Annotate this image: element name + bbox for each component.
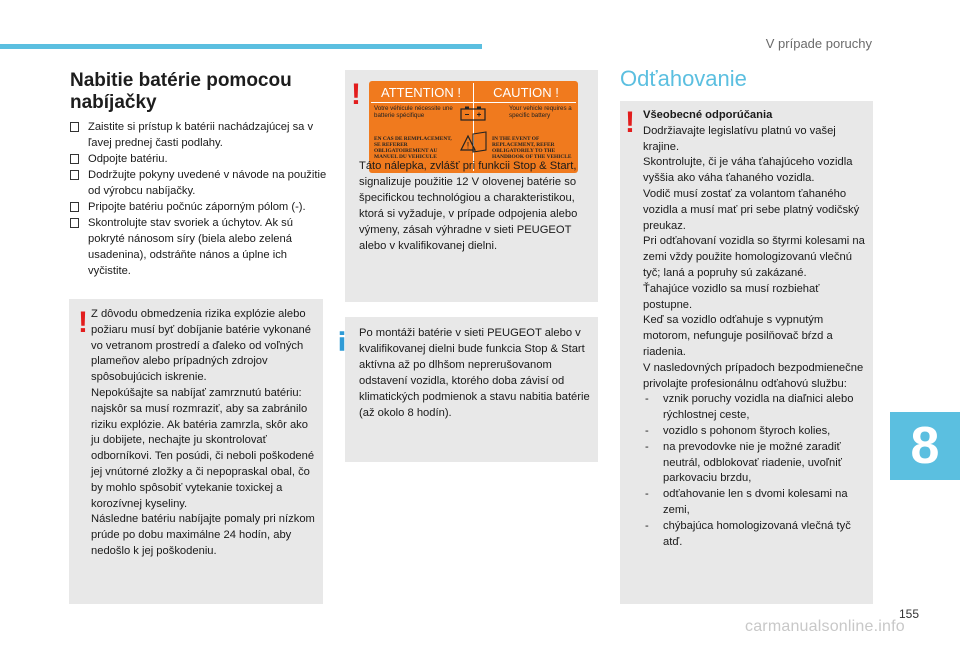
list-item: - na prevodovke nie je možné zaradiť neutrál, odblokovať riadenie, uvoľniť parkovaciu brzdu, xyxy=(645,440,842,485)
manual-warning-icon xyxy=(458,128,488,154)
list-item: Odpojte batériu. xyxy=(70,151,328,167)
sticker-fr-text: Votre véhicule nécessite une batterie spécifique xyxy=(374,105,453,119)
warning-icon: ! xyxy=(351,78,361,111)
svg-text:!: ! xyxy=(466,140,470,151)
charging-section-title: Nabitie batérie pomocou nabíjačky xyxy=(70,70,292,113)
battery-icon xyxy=(460,106,486,121)
towing-section-title: Odťahovanie xyxy=(620,66,747,91)
sticker-caution-label: CAUTION ! xyxy=(493,85,559,100)
section-title: V prípade poruchy xyxy=(765,36,872,51)
warning-text: Z dôvodu obmedzenia rizika explózie alebo požiaru musí byť dobíjanie batérie vykonané vo vetranom prostredí a ďaleko od voľných plameňov alebo prípadných zdrojov spôsobujúcich iskrenie. Nepokúšajte sa nabíjať zamrznutú batériu: najskôr sa musí rozmraziť, aby sa zabránilo riziku explózie. Ak batéria zamrzla, skôr ako ju dobijete, nechajte ju skontrolovať odborníkovi. Ten posúdi, či neboli poškodené jej vnútorné zložky a či nepopraskal obal, čo by mohlo spôsobiť vytekanie toxickej a korozívnej kyseliny. Následne batériu nabíjajte pomaly pri nízkom prúde po dobu maximálne 24 hodín, aby nedošlo k jej poškodeniu. xyxy=(91,308,315,557)
checkbox-icon xyxy=(70,202,79,212)
checkbox-icon xyxy=(70,218,79,228)
watermark: carmanualsonline.info xyxy=(745,618,905,635)
list-item: Zaistite si prístup k batérii nachádzajúcej sa v ľavej prednej časti podlahy. xyxy=(70,119,328,151)
checkbox-icon xyxy=(70,170,79,180)
battery-sticker-box xyxy=(345,70,598,302)
list-item: Skontrolujte stav svoriek a úchytov. Ak sú pokryté nánosom síry (biela alebo zelená usadenina), odstráňte nános a úplne ich vyčistite. xyxy=(70,215,328,279)
checkbox-icon xyxy=(70,122,79,132)
chapter-tab: 8 xyxy=(890,412,960,480)
sticker-attention-label: ATTENTION ! xyxy=(381,85,461,100)
sticker-en-text: Your vehicle requires a specific battery xyxy=(509,105,572,119)
sticker-en-warning: IN THE EVENT OF REPLACEMENT, REFER OBLIGATORILY TO THE HANDBOOK OF THE VEHICLE xyxy=(492,136,572,160)
sticker-description: Táto nálepka, zvlášť pri funkcii Stop & Start, signalizuje použitie 12 V olovenej batérie so špecifickou technológiou a charakteristikou, ktorá si vyžaduje, v prípade odpojenia alebo výmeny, zásah výhradne v sieti PEUGEOT alebo v kvalifikovanej dielni. xyxy=(359,160,578,252)
list-item: - vznik poruchy vozidla na diaľnici alebo rýchlostnej ceste, xyxy=(645,393,854,422)
checkbox-icon xyxy=(70,154,79,164)
page-number: 155 xyxy=(899,607,920,621)
towing-recommendations-box xyxy=(620,101,873,604)
list-item: Pripojte batériu počnúc záporným pólom (-). xyxy=(70,199,328,215)
charging-steps-list xyxy=(70,119,328,279)
recommendations-heading: Všeobecné odporúčania xyxy=(643,109,773,121)
stop-start-info-box xyxy=(345,317,598,462)
list-item: - chýbajúca homologizovaná vlečná tyč atď. xyxy=(645,519,851,548)
recommendations-text: Dodržiavajte legislatívu platnú vo vašej krajine. Skontrolujte, či je váha ťahajúceho vozidla vyššia ako váha ťahaného vozidla. Vodič musí zostať za volantom ťahaného vozidla a musí mať pri sebe platný vodičský preukaz. Pri odťahovaní vozidla so štyrmi kolesami na zemi vždy použite homologizovanú vlečnú tyč; laná a popruhy sú zakázané. Ťahajúce vozidlo sa musí rozbiehať postupne. Keď sa vozidlo odťahuje s vypnutým motorom, nefunguje posilňovač bŕzd a riadenia. V nasledovných prípadoch bezpodmienečne privolajte profesionálnu odťahovú službu: xyxy=(643,124,865,390)
info-text: Po montáži batérie v sieti PEUGEOT alebo v kvalifikovanej dielni bude funkcia Stop & Start aktívna až po dlhšom neprerušovanom odstavení vozidla, ktorého doba závisí od klimatických podmienok a stavu nabitia batérie (až okolo 8 hodín). xyxy=(359,327,590,419)
list-item: - vozidlo s pohonom štyroch kolies, xyxy=(645,424,831,437)
warning-icon: ! xyxy=(78,306,88,339)
info-icon xyxy=(339,329,345,353)
warning-icon: ! xyxy=(625,106,635,139)
list-item: Dodržujte pokyny uvedené v návode na použitie od výrobcu nabíjačky. xyxy=(70,167,328,199)
sticker-fr-warning: EN CAS DE REMPLACEMENT, SE REFERER OBLIGATOIREMENT AU MANUEL DU VEHICULE xyxy=(374,136,452,160)
explosion-warning-box xyxy=(69,299,323,604)
list-item: - odťahovanie len s dvomi kolesami na zemi, xyxy=(645,488,848,516)
header-accent-bar xyxy=(0,44,482,49)
